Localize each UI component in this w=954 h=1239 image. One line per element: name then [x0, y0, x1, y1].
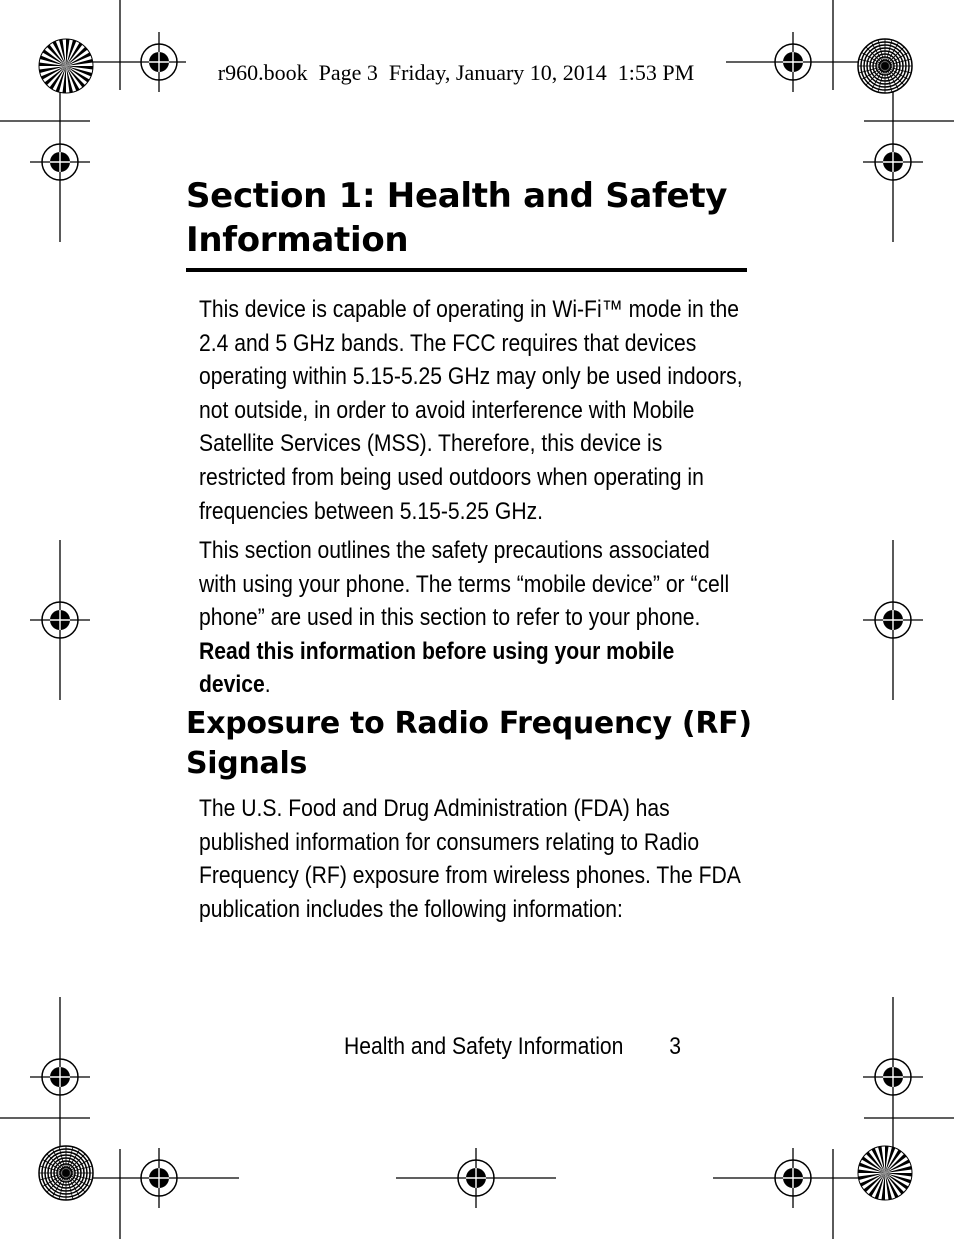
paragraph-wifi-text: This device is capable of operating in Wi-Fi™ mode in the 2.4 and 5 GHz bands. The FCC requires that devices operating within 5.15-5.25 GHz may only be used indoors, not outside, in order to avoid interference with Mobile Satellite Services (MSS). Therefore, this device is restricted from being used outdoors when operating in frequencies between 5.15-5.25 GHz. — [199, 296, 743, 525]
section-title: Section 1: Health and Safety Information — [186, 176, 728, 260]
title-rule — [186, 268, 747, 272]
star-target — [39, 1146, 93, 1200]
registration-mark — [79, 1148, 239, 1208]
paragraph-fda — [199, 792, 740, 926]
registration-mark — [713, 1148, 873, 1208]
paragraph-precautions-end: . — [264, 671, 271, 699]
paragraph-precautions-bold: Read this information before using your mobile device — [199, 637, 675, 699]
registration-mark — [30, 997, 90, 1157]
page-number: 3 — [669, 1033, 681, 1060]
page-footer — [344, 1031, 681, 1063]
paragraph-precautions — [199, 534, 730, 702]
book-slug-line: r960.book Page 3 Friday, January 10, 2014 1:53 PM — [186, 58, 726, 88]
registration-mark — [713, 32, 873, 92]
paragraph-precautions-text: This section outlines the safety precautions associated with using your phone. The terms “mobile device” or “cell phone” are used in this section to refer to your phone. — [199, 537, 730, 632]
paragraph-wifi — [199, 293, 743, 528]
star-target — [39, 39, 93, 93]
paragraph-fda-text: The U.S. Food and Drug Administration (FDA) has published information for consumers relating to Radio Frequency (RF) exposure from wireless phones. The FDA publication includes the following information: — [199, 795, 740, 923]
registration-mark — [30, 82, 90, 242]
registration-mark — [30, 540, 90, 700]
star-target — [858, 39, 912, 93]
registration-mark — [396, 1148, 556, 1208]
registration-mark — [863, 82, 923, 242]
registration-mark — [863, 540, 923, 700]
star-target — [858, 1146, 912, 1200]
registration-mark — [863, 997, 923, 1157]
footer-label: Health and Safety Information — [344, 1033, 624, 1060]
subsection-title: Exposure to Radio Frequency (RF) Signals — [186, 706, 752, 781]
